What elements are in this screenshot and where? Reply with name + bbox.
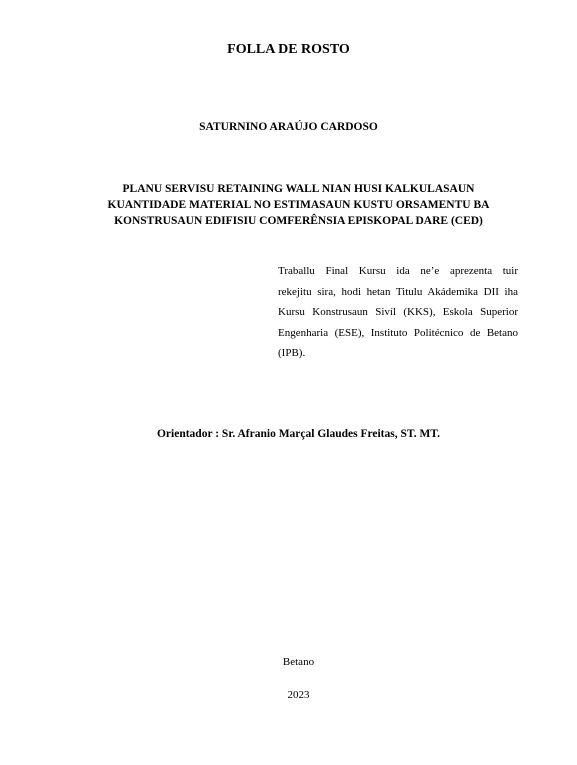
year: 2023 — [287, 689, 310, 701]
purpose-line: Engenharia (ESE), Instituto Politécnico de Betano — [278, 326, 518, 339]
purpose-line: rekejitu sira, hodi hetan Titulu Akádemika DII iha — [278, 285, 518, 298]
thesis-title — [60, 181, 537, 229]
author-name: SATURNINO ARAÚJO CARDOSO — [199, 121, 378, 133]
purpose-line: Traballu Final Kursu ida ne’e aprezenta tuir — [278, 265, 518, 277]
thesis-title-line: KUANTIDADE MATERIAL NO ESTIMASAUN KUSTU ORSAMENTU BA — [107, 199, 490, 211]
thesis-title-line: PLANU SERVISU RETAINING WALL NIAN HUSI KALKULASAUN — [122, 183, 475, 195]
purpose-line: Kursu Konstrusaun Sivíl (KKS), Eskola Superior — [278, 306, 518, 318]
purpose-statement — [278, 261, 518, 364]
place-name: Betano — [282, 656, 315, 668]
purpose-line: (IPB). — [278, 347, 306, 359]
page-heading: FOLLA DE ROSTO — [227, 42, 350, 57]
thesis-title-line: KONSTRUSAUN EDIFISIU COMFERÊNSIA EPISKOPAL DARE (CED) — [114, 215, 483, 227]
advisor-line: Orientador : Sr. Afranio Marçal Glaudes Freitas, ST. MT. — [156, 428, 440, 440]
